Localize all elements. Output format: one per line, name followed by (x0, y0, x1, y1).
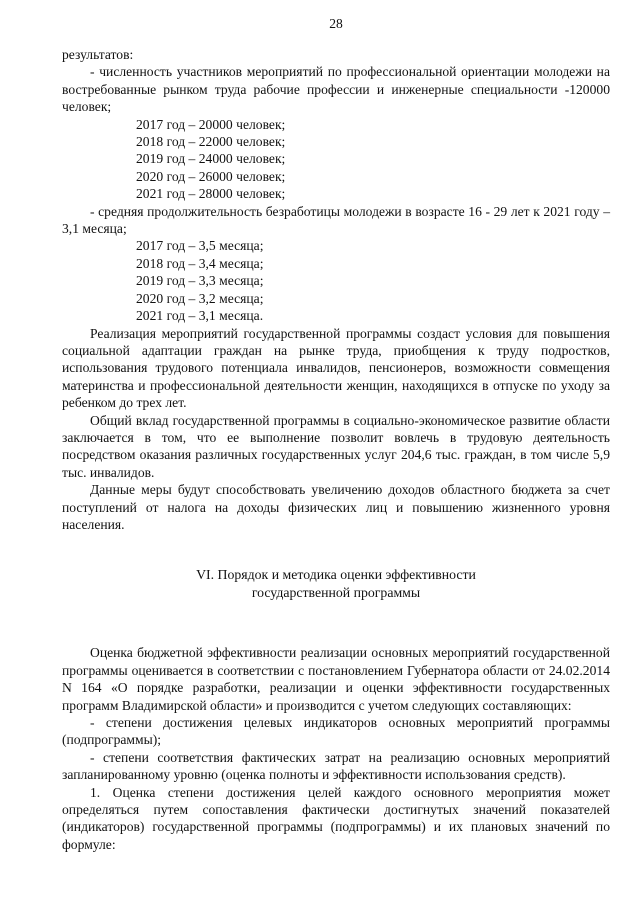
page-number: 28 (329, 16, 343, 31)
paragraph-participants: - численность участников мероприятий по профессиональной ориентации молодежи на востребованные рынком труда рабочие профессии и инженерные специальности -120000 человек; (62, 64, 610, 115)
section-heading-line1: VI. Порядок и методика оценки эффективности (196, 567, 476, 583)
section-heading-line2: государственной программы (251, 585, 421, 601)
list-item: 2020 год – 3,2 месяца; (136, 290, 264, 306)
paragraph-unemployment: - средняя продолжительность безработицы молодежи в возрасте 16 - 29 лет к 2021 году – 3,1 месяца; (62, 203, 610, 237)
list-item: 2018 год – 22000 человек; (136, 134, 286, 150)
paragraph-cost-compliance: - степени соответствия фактических затрат на реализацию основных мероприятий запланированному уровню (оценка полноты и эффективности использования средств). (62, 749, 610, 783)
paragraph-goal-achievement: 1. Оценка степени достижения целей каждого основного мероприятия может определяться путем сопоставления фактически достигнутых значений показателей (индикаторов) государственной программы (подпрограммы) и их плановых значений по формуле: (62, 784, 610, 852)
paragraph-overall-contribution: Общий вклад государственной программы в социально-экономическое развитие области заключается в том, что ее выполнение позволит вовлечь в трудовую деятельность посредством оказания различных государственных услуг 204,6 тыс. граждан, в том числе 5,9 тыс. инвалидов. (62, 412, 610, 480)
document-body (62, 46, 610, 853)
paragraph-efficiency-assessment: Оценка бюджетной эффективности реализации основных мероприятий государственной программы оценивается в соответствии с постановлением Губернатора области от 24.02.2014 N 164 «О порядке разработки, реализации и оценки эффективности государственных программ Владимирской области» и производится с учетом следующих составляющих: (62, 645, 610, 713)
list-item: 2017 год – 20000 человек; (136, 116, 286, 132)
section-heading (62, 566, 610, 602)
list-item: 2021 год – 3,1 месяца. (136, 308, 264, 324)
list-item: 2017 год – 3,5 месяца; (136, 238, 264, 254)
paragraph-target-indicators: - степени достижения целевых индикаторов основных мероприятий программы (подпрограммы); (62, 715, 610, 748)
list-item: 2019 год – 3,3 месяца; (136, 273, 264, 289)
list-item: 2019 год – 24000 человек; (136, 151, 286, 167)
list-item: 2021 год – 28000 человек; (136, 186, 286, 202)
list-item: 2020 год – 26000 человек; (136, 168, 286, 184)
paragraph-social-adaptation: Реализация мероприятий государственной программы создаст условия для повышения социальной адаптации граждан на рынке труда, приобщения к труду подростков, использования трудового потенциала инвалидов, пенсионеров, возможности совмещения материнства и профессиональной деятельности женщин, находящихся в отпуске по уходу за ребенком до трех лет. (62, 325, 610, 411)
paragraph-results: результатов: (62, 47, 134, 62)
participants-by-year-list (62, 116, 610, 203)
paragraph-budget-income: Данные меры будут способствовать увеличению доходов областного бюджета за счет поступлений от налога на доходы физических лиц и повышению жизненного уровня населения. (62, 482, 610, 532)
list-item: 2018 год – 3,4 месяца; (136, 255, 264, 271)
unemployment-by-year-list (62, 237, 610, 324)
